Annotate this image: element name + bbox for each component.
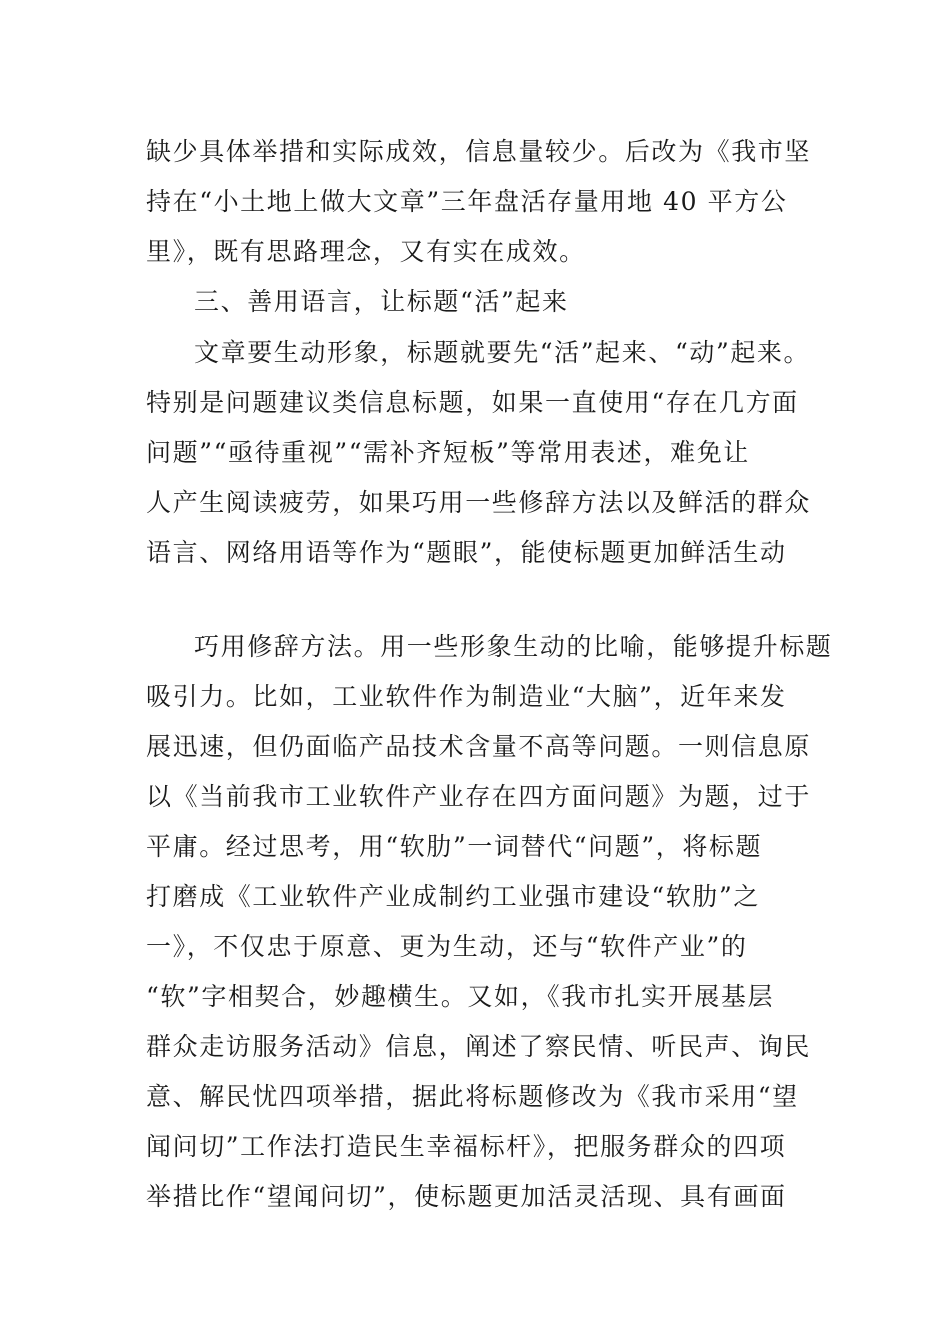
text-line: 平庸。经过思考，用“软肋”一词替代“问题”，将标题 <box>146 832 763 861</box>
text-line: 文章要生动形象，标题就要先“活”起来、“动”起来。 <box>194 338 811 367</box>
text-line: 问题”“亟待重视”“需补齐短板”等常用表述，难免让 <box>146 438 750 467</box>
text-line: 闻问切”工作法打造民生幸福标杆》，把服务群众的四项 <box>146 1132 787 1161</box>
text-line: 巧用修辞方法。用一些形象生动的比喻，能够提升标题 <box>194 632 833 661</box>
text-line: “软”字相契合，妙趣横生。又如，《我市扎实开展基层 <box>146 982 775 1011</box>
text-line: 群众走访服务活动》信息，阐述了察民情、听民声、询民 <box>146 1032 812 1061</box>
section-heading: 三、善用语言，让标题“活”起来 <box>194 287 569 316</box>
text-line: 里》，既有思路理念，又有实在成效。 <box>146 237 586 266</box>
text-line: 缺少具体举措和实际成效，信息量较少。后改为《我市坚 <box>146 137 812 166</box>
text-line: 持在“小土地上做大文章”三年盘活存量用地 40 平方公 <box>146 187 788 216</box>
text-line: 展迅速，但仍面临产品技术含量不高等问题。一则信息原 <box>146 732 812 761</box>
text-line: 举措比作“望闻问切”，使标题更加活灵活现、具有画面 <box>146 1182 787 1211</box>
text-line: 意、解民忧四项举措，据此将标题修改为《我市采用“望 <box>146 1082 799 1111</box>
text-line: 打磨成《工业软件产业成制约工业强市建设“软肋”之 <box>146 882 760 911</box>
text-line: 语言、网络用语等作为“题眼”，能使标题更加鲜活生动 <box>146 538 787 567</box>
text-line: 人产生阅读疲劳，如果巧用一些修辞方法以及鲜活的群众 <box>146 488 812 517</box>
text-line: 以《当前我市工业软件产业存在四方面问题》为题，过于 <box>146 782 812 811</box>
text-line: 特别是问题建议类信息标题，如果一直使用“存在几方面 <box>146 388 799 417</box>
text-line: 一》，不仅忠于原意、更为生动，还与“软件产业”的 <box>146 932 748 961</box>
text-line: 吸引力。比如，工业软件作为制造业“大脑”，近年来发 <box>146 682 787 711</box>
